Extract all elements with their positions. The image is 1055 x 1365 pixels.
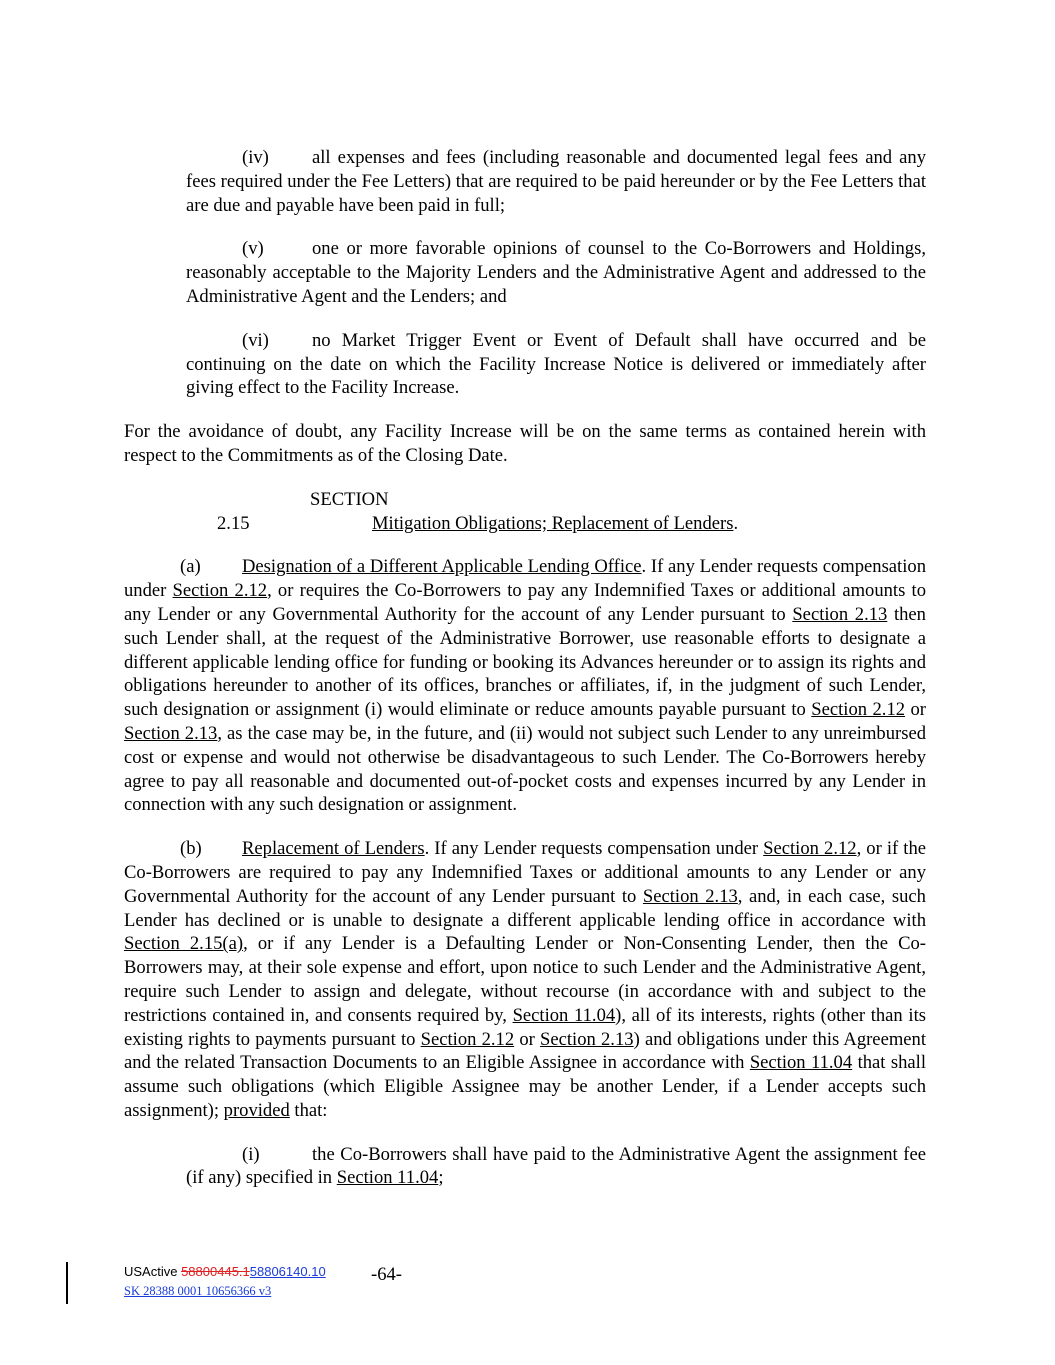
paragraph-text: then such Lender shall, at the request of the Administrative Borrower, use reasonable efforts to designate a different applicable lending office for funding or booking its Advances hereunder or to assign its rights and obligations hereunder to another of its offices, branches or affiliates, if, in the judgment of such Lender, such designation or assignment (i) would eliminate or reduce amounts payable pursuant to xyxy=(124,603,926,721)
section-heading xyxy=(124,488,926,536)
paragraph-text: , and, in each case, such Lender has declined or is unable to designate a different applicable lending office in accordance with xyxy=(124,885,926,931)
deleted-version: 58800445.1 xyxy=(181,1264,250,1279)
clause-text: no Market Trigger Event or Event of Default shall have occurred and be continuing on the date on which the Facility Increase Notice is delivered or immediately after giving effect to the Facility Increase. xyxy=(186,329,926,399)
section-reference: Section 2.13 xyxy=(792,603,888,625)
paragraph-text: , as the case may be, in the future, and (ii) would not subject such Lender to any unreimbursed cost or expense and would not otherwise be disadvantageous to such Lender. The Co-Borrowers hereby agree to pay all reasonable and documented out-of-pocket costs and expenses incurred by any Lender in connection with any such designation or assignment. xyxy=(124,722,926,816)
paragraph-text: , or if any Lender is a Defaulting Lender or Non-Consenting Lender, then the Co- Borrowers may, at their sole expense and effort, upon notice to such Lender and the Administrative Agent, require such Lender to assign and delegate, without recourse (in accordance with and subject to the restrictions contained in, and consents required by, xyxy=(124,933,926,1026)
provided-term: provided xyxy=(223,1099,290,1121)
clause-i xyxy=(186,1143,926,1191)
paragraph-text: or xyxy=(905,699,926,721)
clause-v xyxy=(186,237,926,308)
clause-text: the Co-Borrowers shall have paid to the Administrative Agent the assignment fee (if any) specified in xyxy=(186,1143,926,1189)
clause-number: (v) xyxy=(242,238,264,260)
paragraph-heading: Designation of a Different Applicable Lending Office xyxy=(242,556,642,578)
paragraph-number: (b) xyxy=(180,838,202,860)
avoidance-paragraph: For the avoidance of doubt, any Facility Increase will be on the same terms as contained herein with respect to the Commitments as of the Closing Date. xyxy=(124,421,926,466)
clause-number: (iv) xyxy=(242,147,269,168)
section-reference: Section 2.12 xyxy=(763,838,857,860)
paragraph-text: , or if the Co-Borrowers are required to pay any Indemnified Taxes or additional amounts to any Lender or any Governmental Authority for the account of any Lender pursuant to xyxy=(124,838,926,907)
paragraph-a xyxy=(124,555,926,817)
section-reference: Section 2.13 xyxy=(124,722,218,744)
section-reference: Section 2.12 xyxy=(172,580,268,602)
section-reference: Section 2.13 xyxy=(540,1028,634,1050)
footer-doc-id: SK 28388 0001 10656366 v3 xyxy=(124,1284,272,1298)
clause-text: all expenses and fees (including reasonable and documented legal fees and any fees required under the Fee Letters) that are required to be paid hereunder or by the Fee Letters that are due and payable have been paid in full; xyxy=(186,147,926,216)
clause-text: one or more favorable opinions of counsel to the Co-Borrowers and Holdings, reasonably acceptable to the Majority Lenders and the Administrative Agent and addressed to the Administrative Agent and the Lenders; and xyxy=(186,238,926,307)
section-reference: Section 11.04 xyxy=(336,1167,439,1189)
section-number: SECTION 2.15 xyxy=(217,488,389,534)
paragraph-text: or xyxy=(514,1028,541,1050)
section-reference: Section 11.04 xyxy=(512,1004,616,1026)
footer-doc-version xyxy=(124,1262,326,1282)
clause-number: (i) xyxy=(242,1143,260,1165)
paragraph-heading: Replacement of Lenders xyxy=(242,838,425,860)
clause-text: ; xyxy=(438,1167,444,1189)
paragraph-text: that shall assume such obligations (which Eligible Assignee may be another Lender, if a Lender accepts such assignment); xyxy=(124,1052,926,1121)
page-body xyxy=(124,146,926,1210)
paragraph-number: (a) xyxy=(180,556,201,578)
paragraph-b xyxy=(124,837,926,1123)
footer xyxy=(124,1262,326,1300)
section-reference: Section 11.04 xyxy=(749,1052,853,1074)
paragraph-text: that: xyxy=(289,1099,328,1121)
paragraph-text: , or requires the Co-Borrowers to pay any Indemnified Taxes or additional amounts to any Lender or any Governmental Authority for the account of any Lender pursuant to xyxy=(124,580,927,625)
paragraph-text: ) and obligations under this Agreement and the related Transaction Documents to an Eligible Assignee in accordance with xyxy=(124,1028,926,1074)
paragraph-text: ), all of its interests, rights (other than its existing rights to payments pursuant to xyxy=(124,1004,926,1050)
footer-prefix: USActive xyxy=(124,1264,182,1279)
section-reference: Section 2.13 xyxy=(642,885,738,907)
paragraph-text: . If any Lender requests compensation under xyxy=(424,838,764,860)
clause-iv xyxy=(186,146,926,217)
paragraph-text: . If any Lender requests compensation under xyxy=(124,556,926,602)
clause-number: (vi) xyxy=(242,329,269,351)
section-title-period: . xyxy=(733,512,739,534)
inserted-version: 58806140.10 xyxy=(249,1264,326,1279)
revision-bar xyxy=(66,1262,68,1304)
page-number: -64- xyxy=(371,1264,402,1285)
section-reference: Section 2.12 xyxy=(811,699,906,721)
section-reference: Section 2.12 xyxy=(420,1028,515,1050)
section-title: Mitigation Obligations; Replacement of Lenders xyxy=(372,512,734,534)
clause-vi xyxy=(186,329,926,400)
section-reference: Section 2.15(a) xyxy=(124,933,244,955)
